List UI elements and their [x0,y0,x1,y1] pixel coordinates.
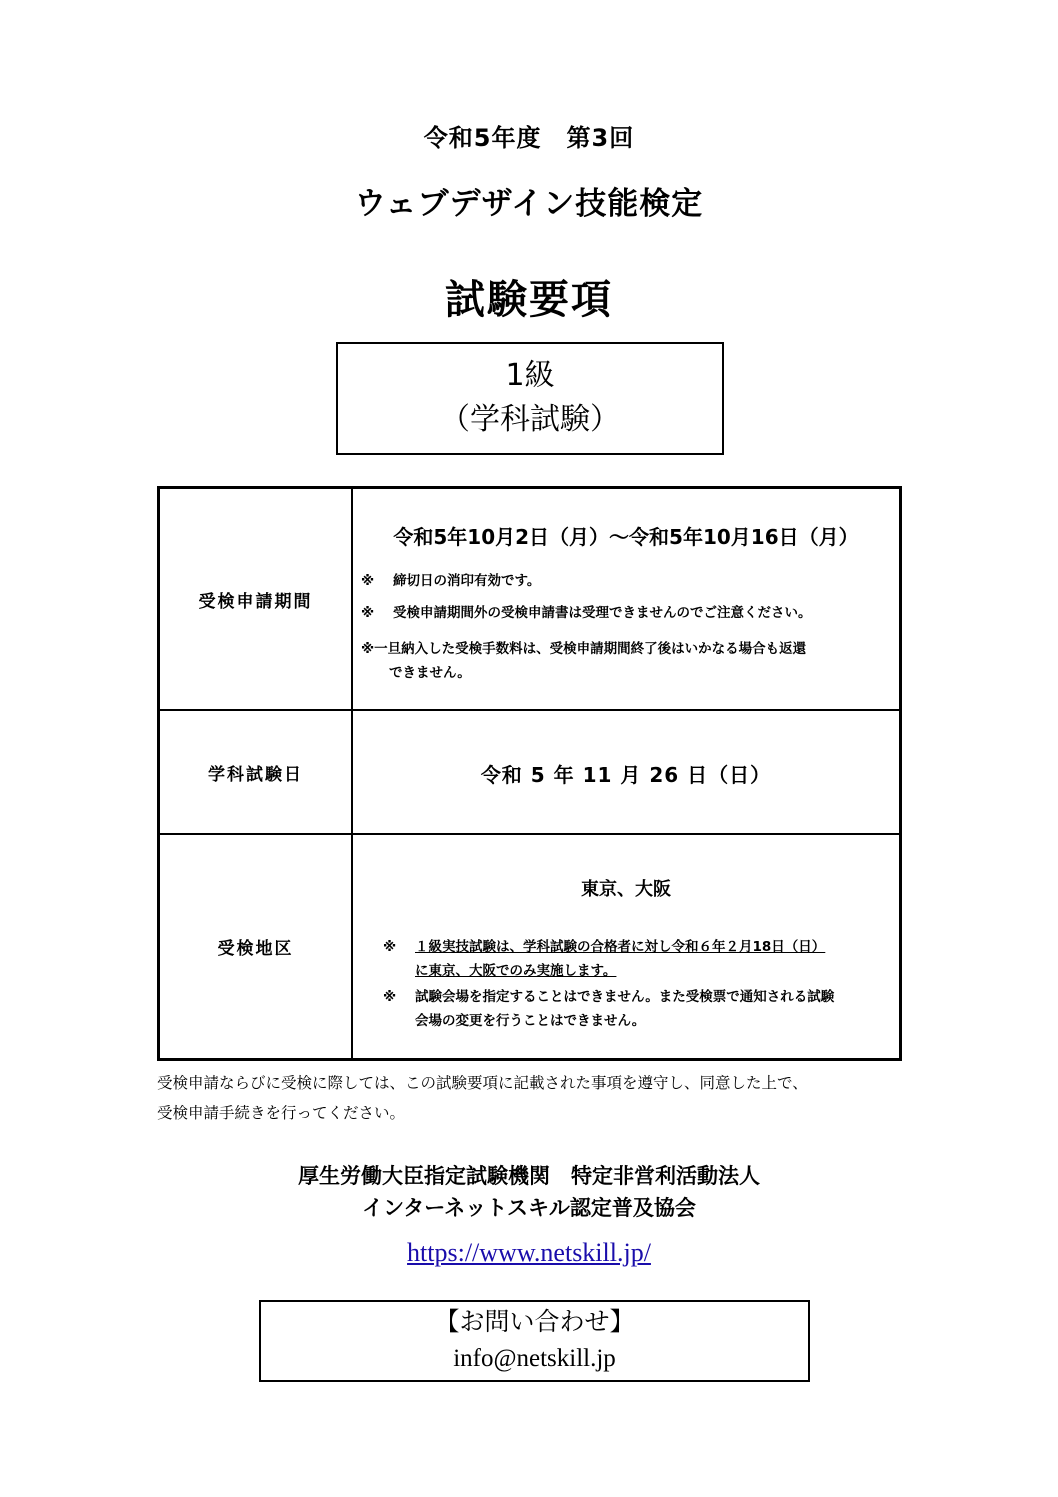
document-title: 試験要項 [445,277,613,323]
application-period-dates: 令和5年10月2日（月）～令和5年10月16日（月） [393,525,859,549]
table-row-written-exam [160,711,899,835]
note-mark: ※ [383,939,397,955]
note-mark: ※ [361,605,375,621]
written-exam-date: 令和 5 年 11 月 26 日（日） [480,763,772,787]
note-text: 受検申請期間外の受検申請書は受理できませんのでご注意ください。 [393,605,812,621]
region-cities: 東京、大阪 [581,879,671,900]
note-text: ※一旦納入した受検手数料は、受検申請期間終了後はいかなる場合も返還 [361,641,807,657]
application-period-value [353,489,899,709]
consent-text [157,1068,917,1128]
note-text: 試験会場を指定することはできません。また受検票で通知される試験 [415,989,835,1005]
note-postmark [361,569,540,593]
note-text: 締切日の消印有効です。 [393,573,541,589]
contact-box [259,1300,810,1382]
exam-name-heading: ウェブデザイン技能検定 [354,186,704,222]
note-refund [361,637,891,685]
region-value [353,835,899,1058]
year-round-heading: 令和5年度 第3回 [423,124,635,152]
consent-line: 受検申請手続きを行ってください。 [157,1104,406,1122]
note-out-of-period [361,601,812,625]
note-text: できません。 [389,665,471,681]
organization-authority: 厚生労働大臣指定試験機関 特定非営利活動法人 [298,1164,760,1188]
note-text: に東京、大阪でのみ実施します。 [415,963,617,979]
grade-box [336,342,724,455]
organization-name: インターネットスキル認定普及協会 [362,1196,696,1220]
written-exam-label: 学科試験日 [160,711,353,833]
note-text: １級実技試験は、学科試験の合格者に対し令和６年２月18日（日） [415,939,826,955]
info-table [157,486,902,1061]
application-period-label: 受検申請期間 [160,489,353,709]
grade-type: （学科試験） [440,402,620,437]
organization-block [0,1160,1058,1224]
table-row-application-period [160,489,899,711]
note-text: 会場の変更を行うことはできません。 [415,1013,646,1029]
contact-heading: 【お問い合わせ】 [434,1309,635,1336]
table-row-region [160,835,899,1058]
region-label: 受検地区 [160,835,353,1058]
note-venue [383,985,883,1033]
consent-line: 受検申請ならびに受検に際しては、この試験要項に記載された事項を遵守し、同意した上で、 [157,1074,808,1092]
contact-email[interactable]: info@netskill.jp [453,1345,616,1372]
written-exam-value [353,711,899,833]
note-mark: ※ [361,573,375,589]
website-link[interactable]: https://www.netskill.jp/ [407,1238,651,1267]
grade-level: 1級 [505,358,555,393]
note-practical-exam [383,935,883,983]
note-mark: ※ [383,989,397,1005]
